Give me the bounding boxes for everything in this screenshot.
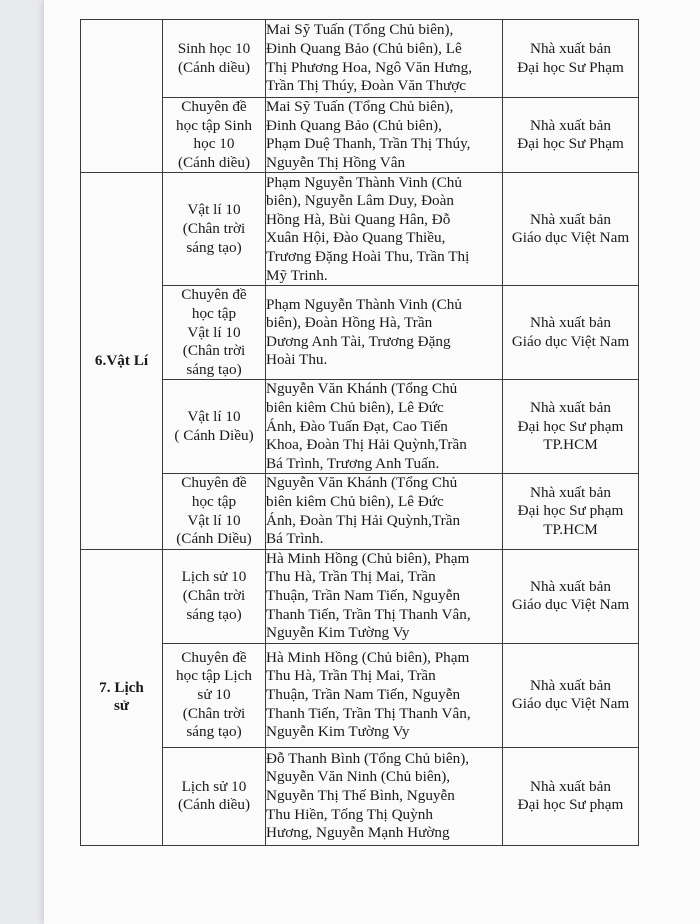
subject-line: 7. Lịch [99,678,144,696]
publisher-line: Giáo dục Việt Nam [511,596,630,614]
authors-cell [266,380,503,474]
book-line: học tập [191,304,237,322]
book-line: sáng tạo) [186,238,242,256]
book-cell [163,173,266,286]
authors-line: Nguyễn Văn Ninh (Chủ biên), [266,768,451,786]
authors-line: biên), Đoàn Hồng Hà, Trần [266,314,433,332]
authors-line: Trương Đặng Hoài Thu, Trần Thị [266,247,470,265]
book-cell [163,474,266,549]
publisher-line: Đại học Sư phạm [517,417,624,435]
authors-line: Hồng Hà, Bùi Quang Hân, Đỗ [266,210,451,228]
book-cell [163,380,266,474]
authors-line: Mai Sỹ Tuấn (Tổng Chủ biên), [266,98,454,115]
publisher-line: Nhà xuất bản [530,676,611,694]
publisher-cell [503,474,639,549]
book-line: ( Cánh Diều) [174,426,254,444]
book-cell [163,98,266,173]
book-cell [163,747,266,845]
publisher-line: Nhà xuất bản [530,777,611,795]
authors-line: Nguyễn Thị Thế Bình, Nguyễn [266,786,455,804]
subject-cell [81,549,163,845]
book-line: (Cánh diều) [177,58,251,76]
subject-cell [81,20,163,173]
publisher-line: Nhà xuất bản [530,314,611,332]
publisher-cell [503,643,639,747]
book-line: Lịch sử 10 [181,777,247,795]
authors-cell [266,474,503,549]
publisher-line: Giáo dục Việt Nam [511,695,630,713]
authors-line: Dương Anh Tài, Trương Đặng [266,332,451,350]
authors-line: Thanh Tiến, Trần Thị Thanh Vân, [266,704,471,722]
book-line: (Chân trời [182,586,246,604]
authors-cell [266,20,503,98]
publisher-line: Nhà xuất bản [530,39,611,57]
authors-line: Nguyễn Văn Khánh (Tổng Chủ [266,380,458,398]
publisher-line: Giáo dục Việt Nam [511,229,630,247]
authors-line: Thu Hà, Trần Thị Mai, Trần [266,568,436,586]
publisher-cell [503,98,639,173]
publisher-line: Nhà xuất bản [530,398,611,416]
book-line: Lịch sử 10 [181,568,247,586]
authors-line: biên), Nguyễn Lâm Duy, Đoàn [266,192,454,210]
authors-line: Thu Hiền, Tống Thị Quỳnh [266,805,433,823]
publisher-line: TP.HCM [543,436,598,454]
publisher-line: TP.HCM [543,520,598,538]
book-line: (Chân trời [182,220,246,238]
publisher-cell [503,173,639,286]
authors-line: Ánh, Đoàn Thị Hải Quỳnh,Trần [266,511,461,529]
authors-line: biên kiêm Chủ biên), Lê Đức [266,492,444,510]
publisher-cell [503,380,639,474]
subject-line: 6.Vật Lí [94,351,149,369]
book-line: sáng tạo) [186,723,242,741]
authors-line: Hương, Nguyễn Mạnh Hường [266,824,450,842]
authors-cell [266,98,503,173]
book-line: học tập Sinh [176,116,252,134]
publisher-cell [503,20,639,98]
authors-line: Thị Phương Hoa, Ngô Văn Hưng, [266,58,473,76]
publisher-line: Nhà xuất bản [530,577,611,595]
book-line: sáng tạo) [186,605,242,623]
authors-line: Ánh, Đào Tuấn Đạt, Cao Tiến [266,417,448,435]
authors-line: Nguyễn Thị Hồng Vân [266,153,406,171]
authors-line: Trần Thị Thúy, Đoàn Văn Thược [266,77,467,95]
subject-cell [81,173,163,549]
book-line: Chuyên đề [181,98,247,115]
authors-line: Nguyễn Văn Khánh (Tổng Chủ [266,474,458,492]
book-line: Vật lí 10 [187,408,241,426]
book-line: Chuyên đề [181,286,247,304]
book-cell [163,20,266,98]
book-line: (Cánh diều) [177,796,251,814]
publisher-cell [503,286,639,380]
book-line: (Chân trời [182,342,246,360]
table-row [81,98,639,173]
publisher-line: Đại học Sư phạm [517,502,624,520]
authors-line: Phạm Duệ Thanh, Trần Thị Thúy, [266,135,471,153]
authors-line: Thanh Tiến, Trần Thị Thanh Vân, [266,605,471,623]
book-line: học tập [191,492,237,510]
authors-line: Nguyễn Kim Tường Vy [266,624,410,642]
book-line: Vật lí 10 [187,201,241,219]
authors-line: Khoa, Đoàn Thị Hải Quỳnh,Trần [266,436,467,454]
authors-line: Đinh Quang Bảo (Chủ biên), [266,116,442,134]
publisher-line: Đại học Sư phạm [517,796,624,814]
authors-cell [266,549,503,643]
publisher-line: Nhà xuất bản [530,483,611,501]
book-line: sử 10 [197,685,231,703]
publisher-line: Đại học Sư Phạm [517,58,624,76]
authors-line: Hà Minh Hồng (Chủ biên), Phạm [266,648,470,666]
publisher-cell [503,747,639,845]
authors-line: Đinh Quang Bảo (Chủ biên), Lê [266,39,462,57]
textbook-table [80,19,639,846]
authors-cell [266,286,503,380]
subject-line: sử [113,697,130,715]
book-line: (Chân trời [182,704,246,722]
authors-line: Hoài Thu. [266,351,328,369]
book-line: học 10 [193,135,235,153]
book-cell [163,549,266,643]
book-line: (Cánh Diều) [176,530,252,548]
publisher-line: Nhà xuất bản [530,116,611,134]
book-line: Vật lí 10 [187,323,241,341]
table-row [81,20,639,98]
publisher-cell [503,549,639,643]
authors-line: Phạm Nguyễn Thành Vinh (Chủ [266,295,462,313]
table-row [81,286,639,380]
authors-line: Thuận, Trần Nam Tiến, Nguyễn [266,685,461,703]
publisher-line: Nhà xuất bản [530,210,611,228]
authors-line: Bá Trình. [266,530,324,548]
book-line: học tập Lịch [176,667,252,685]
authors-cell [266,747,503,845]
authors-line: Mỹ Trinh. [266,266,328,284]
authors-line: Đỗ Thanh Bình (Tổng Chủ biên), [266,749,470,767]
publisher-line: Đại học Sư Phạm [517,135,624,153]
authors-line: Bá Trình, Trương Anh Tuấn. [266,454,440,472]
authors-cell [266,173,503,286]
authors-line: Mai Sỹ Tuấn (Tổng Chủ biên), [266,21,454,39]
book-line: Vật lí 10 [187,511,241,529]
authors-line: Xuân Hội, Đào Quang Thiều, [266,229,446,247]
publisher-line: Giáo dục Việt Nam [511,332,630,350]
authors-cell [266,643,503,747]
table-row [81,549,639,643]
authors-line: biên kiêm Chủ biên), Lê Đức [266,398,444,416]
book-line: Chuyên đề [181,474,247,492]
authors-line: Hà Minh Hồng (Chủ biên), Phạm [266,549,470,567]
book-cell [163,643,266,747]
authors-line: Nguyễn Kim Tường Vy [266,723,410,741]
table-row [81,643,639,747]
table-row [81,173,639,286]
authors-line: Thu Hà, Trần Thị Mai, Trần [266,667,436,685]
table-row [81,474,639,549]
book-cell [163,286,266,380]
table-row [81,380,639,474]
book-line: Chuyên đề [181,648,247,666]
table-row [81,747,639,845]
book-line: Sinh học 10 [177,39,251,57]
authors-line: Thuận, Trần Nam Tiến, Nguyễn [266,586,461,604]
book-line: sáng tạo) [186,360,242,378]
book-line: (Cánh diều) [177,153,251,171]
authors-line: Phạm Nguyễn Thành Vinh (Chủ [266,173,462,191]
